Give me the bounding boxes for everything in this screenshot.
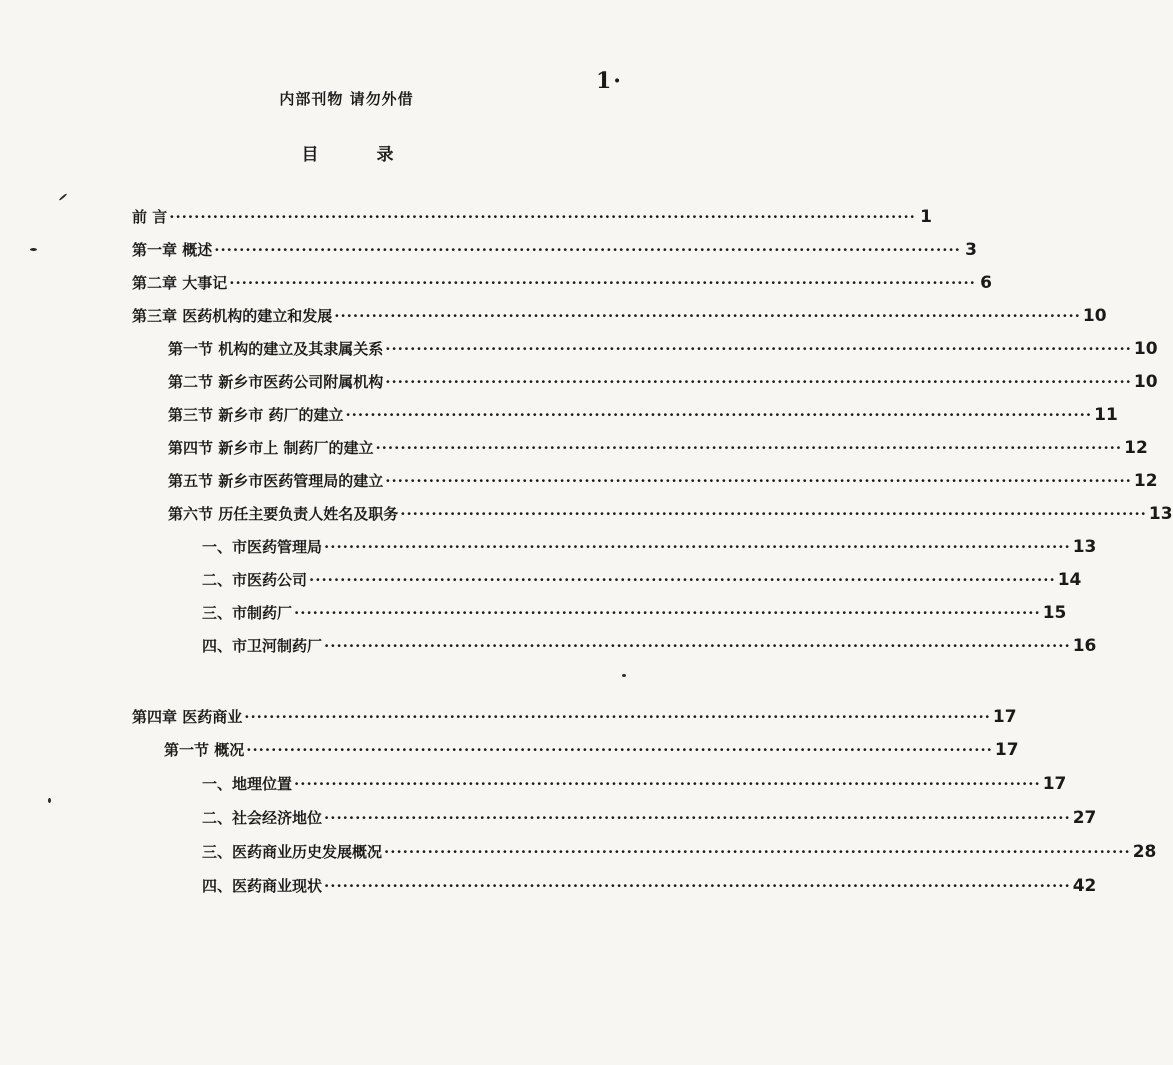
toc-entry-chapter-2[interactable] — [132, 272, 992, 296]
scan-mark — [30, 248, 37, 251]
toc-entry-label: 四、医药商业现状 — [202, 877, 323, 895]
toc-entry-label: 三、医药商业历史发展概况 — [202, 843, 383, 861]
toc-entry-chapter-1[interactable] — [132, 239, 977, 263]
toc-entry-label: 第四节 新乡市上 制药厂的建立 — [168, 439, 374, 457]
toc-entry-page: 16 — [1072, 636, 1097, 656]
scan-mark — [48, 798, 51, 803]
toc-entry-label: 前 言 — [132, 208, 168, 226]
toc-entry-page: 42 — [1072, 876, 1097, 896]
toc-entry-page: 10 — [1133, 339, 1158, 359]
toc-leader-dots: ························································································································ — [169, 208, 916, 226]
toc-leader-dots: ························································································································ — [324, 809, 1071, 827]
toc-leader-dots: ························································································································ — [246, 741, 993, 759]
toc-entry-preface[interactable] — [132, 206, 932, 230]
toc-leader-dots: ························································································································ — [385, 472, 1132, 490]
toc-entry-page: 13 — [1148, 504, 1173, 524]
toc-entry-subsection[interactable] — [202, 773, 1067, 797]
toc-entry-page: 10 — [1082, 306, 1107, 326]
toc-entry-label: 第一章 概述 — [132, 241, 213, 259]
toc-entry-section[interactable] — [168, 371, 1158, 395]
toc-entry-page: 12 — [1133, 471, 1158, 491]
toc-entry-subsection[interactable] — [202, 569, 1082, 593]
toc-entry-page: 17 — [1042, 774, 1067, 794]
toc-entry-label: 二、市医药公司 — [202, 571, 308, 589]
page-header: 内部刊物 请勿外借 — [279, 90, 414, 108]
toc-entry-page: 3 — [965, 240, 977, 260]
toc-leader-dots: ························································································································ — [400, 505, 1147, 523]
toc-entry-label: 第三章 医药机构的建立和发展 — [132, 307, 333, 325]
toc-leader-dots: ························································································································ — [294, 775, 1041, 793]
toc-entry-label: 二、社会经济地位 — [202, 809, 323, 827]
toc-leader-dots: ························································································································ — [345, 406, 1093, 424]
toc-leader-dots: ························································································································ — [385, 340, 1132, 358]
toc-entry-chapter-3[interactable] — [132, 305, 1107, 329]
toc-entry-section[interactable] — [168, 470, 1158, 494]
toc-entry-chapter-4[interactable] — [132, 706, 1017, 730]
page-title: 目录 — [301, 145, 452, 165]
toc-entry-page: 27 — [1072, 808, 1097, 828]
toc-entry-label: 一、市医药管理局 — [202, 538, 323, 556]
toc-entry-subsection[interactable] — [202, 602, 1067, 626]
toc-entry-label: 第二章 大事记 — [132, 274, 228, 292]
toc-entry-subsection[interactable] — [202, 807, 1097, 831]
toc-entry-label: 一、地理位置 — [202, 775, 293, 793]
toc-entry-page: 17 — [992, 707, 1017, 727]
toc-entry-label: 第一节 概况 — [164, 741, 245, 759]
toc-leader-dots: ························································································································ — [324, 877, 1071, 895]
toc-entry-label: 第四章 医药商业 — [132, 708, 243, 726]
toc-entry-label: 第五节 新乡市医药管理局的建立 — [168, 472, 384, 490]
toc-entry-label: 第三节 新乡市 药厂的建立 — [168, 406, 344, 424]
page-number: 1· — [596, 68, 623, 94]
toc-entry-page: 10 — [1133, 372, 1158, 392]
toc-entry-section[interactable] — [164, 739, 1019, 763]
toc-entry-page: 15 — [1042, 603, 1067, 623]
toc-entry-subsection[interactable] — [202, 841, 1157, 865]
toc-entry-page: 14 — [1057, 570, 1082, 590]
toc-leader-dots: ························································································································ — [324, 538, 1071, 556]
toc-leader-dots: ························································································································ — [385, 373, 1132, 391]
toc-leader-dots: ························································································································ — [384, 843, 1131, 861]
toc-entry-page: 17 — [994, 740, 1019, 760]
toc-entry-label: 第六节 历任主要负责人姓名及职务 — [168, 505, 399, 523]
toc-leader-dots: ························································································································ — [334, 307, 1081, 325]
toc-leader-dots: ························································································································ — [324, 637, 1071, 655]
toc-leader-dots: ························································································································ — [244, 708, 991, 726]
toc-entry-subsection[interactable] — [202, 536, 1097, 560]
toc-entry-page: 1 — [920, 207, 932, 227]
toc-entry-section[interactable] — [168, 437, 1148, 461]
toc-entry-label: 第二节 新乡市医药公司附属机构 — [168, 373, 384, 391]
toc-entry-page: 12 — [1124, 438, 1148, 458]
scan-mark — [622, 674, 626, 677]
toc-entry-label: 第一节 机构的建立及其隶属关系 — [168, 340, 384, 358]
toc-entry-subsection[interactable] — [202, 635, 1097, 659]
toc-entry-label: 四、市卫河制药厂 — [202, 637, 323, 655]
toc-entry-page: 13 — [1072, 537, 1097, 557]
toc-entry-section[interactable] — [168, 404, 1118, 428]
toc-entry-page: 11 — [1094, 405, 1118, 425]
toc-entry-section[interactable] — [168, 338, 1158, 362]
toc-leader-dots: ························································································································ — [214, 241, 961, 259]
toc-leader-dots: ························································································································ — [294, 604, 1041, 622]
toc-entry-section[interactable] — [168, 503, 1173, 527]
toc-entry-subsection[interactable] — [202, 875, 1097, 899]
toc-leader-dots: ························································································································ — [309, 571, 1056, 589]
toc-entry-page: 28 — [1132, 842, 1157, 862]
toc-entry-label: 三、市制药厂 — [202, 604, 293, 622]
toc-entry-page: 6 — [980, 273, 992, 293]
toc-leader-dots: ························································································································ — [229, 274, 976, 292]
toc-leader-dots: ························································································································ — [375, 439, 1123, 457]
